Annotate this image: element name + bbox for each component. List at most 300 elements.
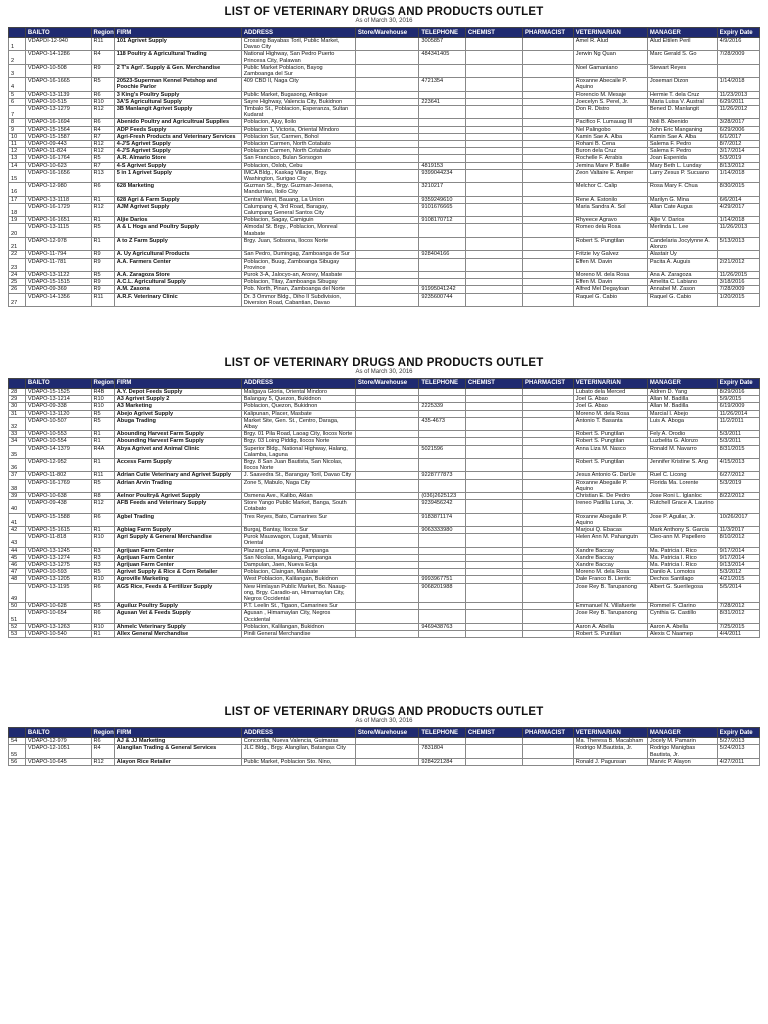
table-row [9, 119, 760, 126]
cell-expiry: 11/23/2013 [717, 91, 759, 98]
cell-manager: Aljie V. Darios [647, 217, 717, 224]
cell-veterinarian: Jerwin Ng Quan [573, 51, 647, 64]
cell-expiry: 4/9/2016 [717, 38, 759, 51]
cell-expiry: 5/3/2019 [717, 479, 759, 492]
cell-veterinarian: Florencio M. Mesaje [573, 91, 647, 98]
cell-region: R4 [91, 126, 114, 133]
cell-store [355, 293, 418, 306]
cell-telephone [419, 631, 466, 638]
cell-chemist [465, 738, 522, 745]
cell-expiry: 5/27/2013 [717, 738, 759, 745]
cell-firm: Alayon Rice Retailer [114, 758, 241, 765]
cell-store [355, 196, 418, 203]
cell-bailto: VDAPO-12-978 [25, 237, 91, 250]
cell-pharmacist [523, 258, 574, 271]
cell-manager: Marilyn G. Mina [647, 196, 717, 203]
cell-bailto: VDAPO-11-818 [25, 534, 91, 547]
cell-chemist [465, 106, 522, 119]
cell-pharmacist [523, 500, 574, 513]
cell-expiry: 3/17/2014 [717, 148, 759, 155]
cell-manager: Alud Eltilen Peril [647, 38, 717, 51]
row-number: 33 [9, 431, 26, 438]
cell-manager: Luis A. Aboga [647, 417, 717, 430]
cell-expiry [717, 251, 759, 258]
table-row [9, 547, 760, 554]
cell-firm: Abounding Harvest Farm Supply [114, 438, 241, 445]
column-header: Region [91, 28, 114, 38]
cell-address: P.T. Leelin St., Tigaon, Camarines Sur [241, 603, 355, 610]
cell-firm: Alangilan Trading & General Services [114, 745, 241, 758]
cell-address: Poblacion, Titay, Zamboanga Sibugay [241, 279, 355, 286]
cell-pharmacist [523, 534, 574, 547]
cell-pharmacist [523, 98, 574, 105]
report-page-3 [0, 700, 768, 766]
cell-expiry: 7/28/2012 [717, 603, 759, 610]
column-header: Region [91, 378, 114, 388]
cell-veterinarian: Ma. Theresa B. Macabham [573, 738, 647, 745]
row-number: 11 [9, 141, 26, 148]
cell-address: Plazang Luma, Arayat, Pampanga [241, 547, 355, 554]
cell-pharmacist [523, 141, 574, 148]
cell-expiry: 5/3/2019 [717, 155, 759, 162]
cell-region: R3 [91, 547, 114, 554]
cell-veterinarian: Effen M. Davin [573, 258, 647, 271]
cell-address: Public Market, Bugasong, Antique [241, 91, 355, 98]
column-header: PHARMACIST [523, 378, 574, 388]
cell-chemist [465, 562, 522, 569]
cell-firm: 628 Marketing [114, 183, 241, 196]
cell-manager: Josemari Dizon [647, 78, 717, 91]
cell-pharmacist [523, 169, 574, 182]
cell-manager: Kamin Sae A. Alba [647, 133, 717, 140]
cell-veterinarian: Fritzie Ivy Galvez [573, 251, 647, 258]
outlet-table-page-1 [8, 27, 760, 307]
cell-region: R1 [91, 237, 114, 250]
cell-firm: Agri Supply & General Merchandise [114, 534, 241, 547]
cell-expiry: 1/14/2018 [717, 78, 759, 91]
cell-store [355, 438, 418, 445]
row-number: 9 [9, 126, 26, 133]
cell-chemist [465, 162, 522, 169]
cell-pharmacist [523, 293, 574, 306]
cell-telephone [419, 479, 466, 492]
cell-address: Maligaya Gloria, Oriental Mindoro [241, 388, 355, 395]
row-number: 53 [9, 631, 26, 638]
outlet-table-page-2 [8, 378, 760, 638]
cell-address: San Francisco, Bulan Sorsogon [241, 155, 355, 162]
cell-manager: Jose Roni L. Iglanloc [647, 492, 717, 499]
column-header: Store/Warehouse [355, 378, 418, 388]
cell-store [355, 106, 418, 119]
cell-pharmacist [523, 106, 574, 119]
cell-store [355, 258, 418, 271]
cell-chemist [465, 479, 522, 492]
cell-chemist [465, 576, 522, 583]
cell-veterinarian: Effen M. Davin [573, 279, 647, 286]
cell-veterinarian: Xandre Baccay [573, 547, 647, 554]
cell-firm: 118 Poultry & Agricultural Trading [114, 51, 241, 64]
cell-firm: 4-J'S Agrivet Supply [114, 148, 241, 155]
cell-chemist [465, 472, 522, 479]
cell-expiry: 6/6/2014 [717, 196, 759, 203]
cell-bailto: VDAPO-10-508 [25, 64, 91, 77]
cell-firm: 4-J'S Agrivet Supply [114, 141, 241, 148]
cell-pharmacist [523, 162, 574, 169]
row-number: 2 [9, 51, 26, 64]
cell-chemist [465, 271, 522, 278]
cell-address: Poblacion Carmen, North Cotabato [241, 148, 355, 155]
cell-address: Poblacion, Ajuy, Iloilo [241, 119, 355, 126]
cell-veterinarian: Alfred Mel Degayloan [573, 286, 647, 293]
cell-manager: Rodrigo Manigbas Bautista, Jr. [647, 745, 717, 758]
column-header [9, 28, 26, 38]
cell-telephone [419, 91, 466, 98]
cell-veterinarian: Rene A. Estonilo [573, 196, 647, 203]
cell-bailto: VDAPO-11-824 [25, 148, 91, 155]
cell-expiry: 11/26/2013 [717, 224, 759, 237]
cell-manager: Ma. Patricia I. Rico [647, 547, 717, 554]
cell-chemist [465, 155, 522, 162]
cell-manager: Stewart Reyes [647, 64, 717, 77]
row-number: 19 [9, 217, 26, 224]
cell-veterinarian: Noel Gamaniano [573, 64, 647, 77]
cell-firm: A.A. Farmers Center [114, 258, 241, 271]
cell-address: Poblacion Sur, Carmen, Bohol [241, 133, 355, 140]
table-row [9, 431, 760, 438]
cell-veterinarian: Joel G. Abao [573, 396, 647, 403]
cell-bailto: VDAPO-14-1379 [25, 445, 91, 458]
cell-bailto: VDAPO-13-1274 [25, 554, 91, 561]
table-row [9, 610, 760, 623]
cell-firm: A.A. Zaragoza Store [114, 271, 241, 278]
cell-firm: Ahmelc Veterinary Supply [114, 623, 241, 630]
cell-address: Kalipunan, Placer, Masbate [241, 410, 355, 417]
cell-chemist [465, 745, 522, 758]
cell-manager: Alexis C Naamep [647, 631, 717, 638]
cell-bailto: VDAPO-13-1115 [25, 224, 91, 237]
cell-firm: Agroville Marketing [114, 576, 241, 583]
cell-expiry: 6/27/2012 [717, 472, 759, 479]
cell-firm: Agbel Trading [114, 513, 241, 526]
cell-region: R4 [91, 745, 114, 758]
cell-bailto: VDAPO-13-1275 [25, 562, 91, 569]
cell-firm: 3 King's Poultry Supply [114, 91, 241, 98]
cell-store [355, 183, 418, 196]
column-header: Expiry Date [717, 728, 759, 738]
cell-expiry: 6/1/2017 [717, 133, 759, 140]
cell-veterinarian: Roxanne Abegaile P. Aquino [573, 479, 647, 492]
cell-firm: Agbiag Farm Supply [114, 526, 241, 533]
cell-store [355, 271, 418, 278]
cell-expiry: 1/14/2018 [717, 169, 759, 182]
row-number: 38 [9, 479, 26, 492]
cell-pharmacist [523, 458, 574, 471]
cell-region: R1 [91, 631, 114, 638]
cell-bailto: VDAPO-12-980 [25, 183, 91, 196]
table-body [9, 38, 760, 307]
cell-bailto: VDAPO-10-515 [25, 98, 91, 105]
table-row [9, 569, 760, 576]
cell-telephone: 91995041242 [419, 286, 466, 293]
cell-firm: 3A'S Agricultural Supply [114, 98, 241, 105]
cell-address: Poblacion, Buug, Zamboanga Sibugay Province [241, 258, 355, 271]
cell-firm: Abenido Poultry and Agricultrual Supplies [114, 119, 241, 126]
table-row [9, 479, 760, 492]
cell-veterinarian: Nel Palingobo [573, 126, 647, 133]
cell-veterinarian: Zeon Valtaire E. Amper [573, 169, 647, 182]
cell-firm: Adrian Cutie Veterinary and Agrivet Supply [114, 472, 241, 479]
table-row [9, 251, 760, 258]
cell-store [355, 91, 418, 98]
table-row [9, 576, 760, 583]
report-date: As of March 30, 2016 [355, 18, 413, 24]
cell-address: Dr. 3 Ommor Bldg., Diho II Subdivision, Diversion Road, Cabantian, Davao [241, 293, 355, 306]
cell-region: R1 [91, 217, 114, 224]
cell-firm: Aguiluz Poultry Supply [114, 603, 241, 610]
table-row [9, 279, 760, 286]
cell-firm: A3 Marketing [114, 403, 241, 410]
cell-store [355, 526, 418, 533]
cell-region: R1 [91, 431, 114, 438]
cell-telephone [419, 119, 466, 126]
cell-region: R8 [91, 492, 114, 499]
row-number: 10 [9, 133, 26, 140]
table-row [9, 458, 760, 471]
cell-chemist [465, 286, 522, 293]
cell-address: Burgaj, Bantay, Ilocos Sur [241, 526, 355, 533]
cell-address: West Poblacion, Kalilangan, Bukidnon [241, 576, 355, 583]
cell-pharmacist [523, 569, 574, 576]
cell-store [355, 417, 418, 430]
table-header-row [9, 28, 760, 38]
table-row [9, 237, 760, 250]
cell-telephone: 9228777873 [419, 472, 466, 479]
cell-veterinarian: Ireneo Padilla Luna, Jr. [573, 500, 647, 513]
row-number: 52 [9, 623, 26, 630]
cell-store [355, 623, 418, 630]
cell-veterinarian: Joel G. Abao [573, 403, 647, 410]
row-number: 18 [9, 203, 26, 216]
cell-bailto: VDAPO-10-654 [25, 610, 91, 623]
cell-chemist [465, 554, 522, 561]
cell-telephone: 2225339 [419, 403, 466, 410]
cell-telephone [419, 237, 466, 250]
column-header: BAILTO [25, 728, 91, 738]
cell-veterinarian: Dale Franco B. Lientic [573, 576, 647, 583]
row-number: 47 [9, 569, 26, 576]
cell-pharmacist [523, 148, 574, 155]
row-number: 16 [9, 183, 26, 196]
cell-pharmacist [523, 183, 574, 196]
cell-bailto: VDAPO-15-1564 [25, 126, 91, 133]
cell-manager: Merlinda L. Lee [647, 224, 717, 237]
cell-manager: Fely A. Orodio [647, 431, 717, 438]
cell-manager: Ruel C. Licong [647, 472, 717, 479]
cell-bailto: VDAPO-15-1615 [25, 526, 91, 533]
cell-firm: Abejo Agrivet Supply [114, 410, 241, 417]
cell-expiry: 5/3/2011 [717, 438, 759, 445]
cell-address: Calumpang 4, 3rd Road, Baragay, Calumpang General Santos City [241, 203, 355, 216]
row-number: 54 [9, 738, 26, 745]
cell-address: Poblacion, Kalilangan, Bukidnon [241, 623, 355, 630]
cell-chemist [465, 526, 522, 533]
cell-telephone: 4819153 [419, 162, 466, 169]
cell-region: R10 [91, 623, 114, 630]
cell-chemist [465, 547, 522, 554]
cell-address: Public Market, Poblacion Sto. Nino, [241, 758, 355, 765]
row-number: 28 [9, 388, 26, 395]
cell-veterinarian: Aaron A. Abella [573, 623, 647, 630]
cell-chemist [465, 293, 522, 306]
column-header: PHARMACIST [523, 28, 574, 38]
cell-bailto: VDAPO-13-1245 [25, 547, 91, 554]
cell-store [355, 547, 418, 554]
cell-pharmacist [523, 126, 574, 133]
table-row [9, 183, 760, 196]
cell-telephone [419, 547, 466, 554]
row-number: 8 [9, 119, 26, 126]
row-number: 56 [9, 758, 26, 765]
cell-manager: Bened D. Manlangit [647, 106, 717, 119]
cell-expiry: 4/4/2011 [717, 631, 759, 638]
cell-bailto: VDAPO-13-1263 [25, 623, 91, 630]
cell-manager: Hermie T. dela Cruz [647, 91, 717, 98]
cell-pharmacist [523, 119, 574, 126]
cell-telephone: 3210217 [419, 183, 466, 196]
column-header: BAILTO [25, 378, 91, 388]
cell-store [355, 500, 418, 513]
cell-store [355, 119, 418, 126]
cell-expiry: 5/3/2011 [717, 431, 759, 438]
cell-telephone [419, 64, 466, 77]
cell-chemist [465, 224, 522, 237]
cell-address: Brgy. 01 Pila Road, Laoag City, Ilocos Norte [241, 431, 355, 438]
cell-region: R5 [91, 224, 114, 237]
cell-chemist [465, 445, 522, 458]
cell-veterinarian: Amel R. Alud [573, 38, 647, 51]
cell-chemist [465, 148, 522, 155]
cell-region: R1 [91, 526, 114, 533]
cell-region: R6 [91, 513, 114, 526]
cell-expiry: 11/3/2017 [717, 526, 759, 533]
cell-bailto: VDAPO-09-369 [25, 286, 91, 293]
column-header: ADDRESS [241, 28, 355, 38]
cell-region: R3 [91, 562, 114, 569]
cell-telephone: 5021596 [419, 445, 466, 458]
cell-telephone: 9235600744 [419, 293, 466, 306]
cell-store [355, 133, 418, 140]
table-row [9, 126, 760, 133]
cell-manager: Albert G. Suerilegosa [647, 583, 717, 603]
cell-pharmacist [523, 610, 574, 623]
cell-region: R13 [91, 169, 114, 182]
cell-expiry: 5/3/2012 [717, 569, 759, 576]
row-number: 25 [9, 279, 26, 286]
column-header: Store/Warehouse [355, 28, 418, 38]
cell-expiry: 6/19/2009 [717, 403, 759, 410]
row-number: 35 [9, 445, 26, 458]
cell-telephone: 9399044234 [419, 169, 466, 182]
cell-store [355, 126, 418, 133]
cell-region: R5 [91, 271, 114, 278]
cell-pharmacist [523, 631, 574, 638]
cell-veterinarian: Emmanuel N. Villafuerte [573, 603, 647, 610]
cell-address: Guzman St., Brgy. Guzman-Jesena, Mandurriao, Iloilo City [241, 183, 355, 196]
cell-region: R5 [91, 417, 114, 430]
cell-bailto: VDAPO-11-802 [25, 472, 91, 479]
table-row [9, 141, 760, 148]
cell-store [355, 458, 418, 471]
cell-expiry: 9/17/2014 [717, 547, 759, 554]
cell-address: New Himlayan Public Market, Bo. Naaug-ong, Brgy. Caradio-an, Himamaylan City, Negros Occidental [241, 583, 355, 603]
cell-chemist [465, 51, 522, 64]
report-date: As of March 30, 2016 [355, 718, 413, 725]
cell-firm: Aljie Darios [114, 217, 241, 224]
row-number: 48 [9, 576, 26, 583]
cell-chemist [465, 251, 522, 258]
column-header: PHARMACIST [523, 728, 574, 738]
cell-address: Dampulan, Jaen, Nueva Ecija [241, 562, 355, 569]
cell-bailto: VDAPO-11-794 [25, 251, 91, 258]
cell-bailto: VDAPO-09-438 [25, 500, 91, 513]
cell-pharmacist [523, 388, 574, 395]
row-number: 22 [9, 251, 26, 258]
cell-bailto: VDAPO-09-443 [25, 141, 91, 148]
cell-veterinarian: Melchor C. Calip [573, 183, 647, 196]
cell-veterinarian: Robert S. Pungtilan [573, 431, 647, 438]
row-number: 1 [9, 38, 26, 51]
row-number: 7 [9, 106, 26, 119]
cell-telephone: 9183871174 [419, 513, 466, 526]
cell-expiry: 8/31/2015 [717, 445, 759, 458]
cell-manager: Pacita A. Auguis [647, 258, 717, 271]
cell-veterinarian: Don R. Distro [573, 106, 647, 119]
cell-pharmacist [523, 403, 574, 410]
cell-expiry: 9/17/2014 [717, 554, 759, 561]
cell-veterinarian: Kamin Sae A. Alba [573, 133, 647, 140]
cell-bailto: VDAPO-10-554 [25, 438, 91, 445]
cell-manager: Alastair Uy [647, 251, 717, 258]
cell-expiry: 8/10/2012 [717, 534, 759, 547]
cell-veterinarian: Christian E. De Pedro [573, 492, 647, 499]
cell-pharmacist [523, 554, 574, 561]
cell-store [355, 148, 418, 155]
cell-region: R12 [91, 203, 114, 216]
cell-chemist [465, 610, 522, 623]
cell-pharmacist [523, 410, 574, 417]
cell-address: Concordia, Nueva Valencia, Guimaras [241, 738, 355, 745]
cell-region: R7 [91, 133, 114, 140]
cell-veterinarian: Raquel G. Cabio [573, 293, 647, 306]
cell-manager: Raquel G. Cabio [647, 293, 717, 306]
cell-store [355, 569, 418, 576]
cell-firm: AGS Rice, Feeds & Fertilizer Supply [114, 583, 241, 603]
table-row [9, 148, 760, 155]
cell-store [355, 745, 418, 758]
cell-bailto: VDAPO-13-1118 [25, 196, 91, 203]
cell-bailto: VDAPDI-12-940 [25, 38, 91, 51]
table-row [9, 203, 760, 216]
cell-bailto: VDAPO-16-1665 [25, 78, 91, 91]
column-header [9, 378, 26, 388]
table-row [9, 64, 760, 77]
cell-veterinarian: Rohani B. Cena [573, 141, 647, 148]
row-number: 55 [9, 745, 26, 758]
cell-telephone [419, 106, 466, 119]
row-number: 30 [9, 403, 26, 410]
column-header: VETERINARIAN [573, 728, 647, 738]
cell-address: Store Yango Public Market, Banga, South Cotabato [241, 500, 355, 513]
